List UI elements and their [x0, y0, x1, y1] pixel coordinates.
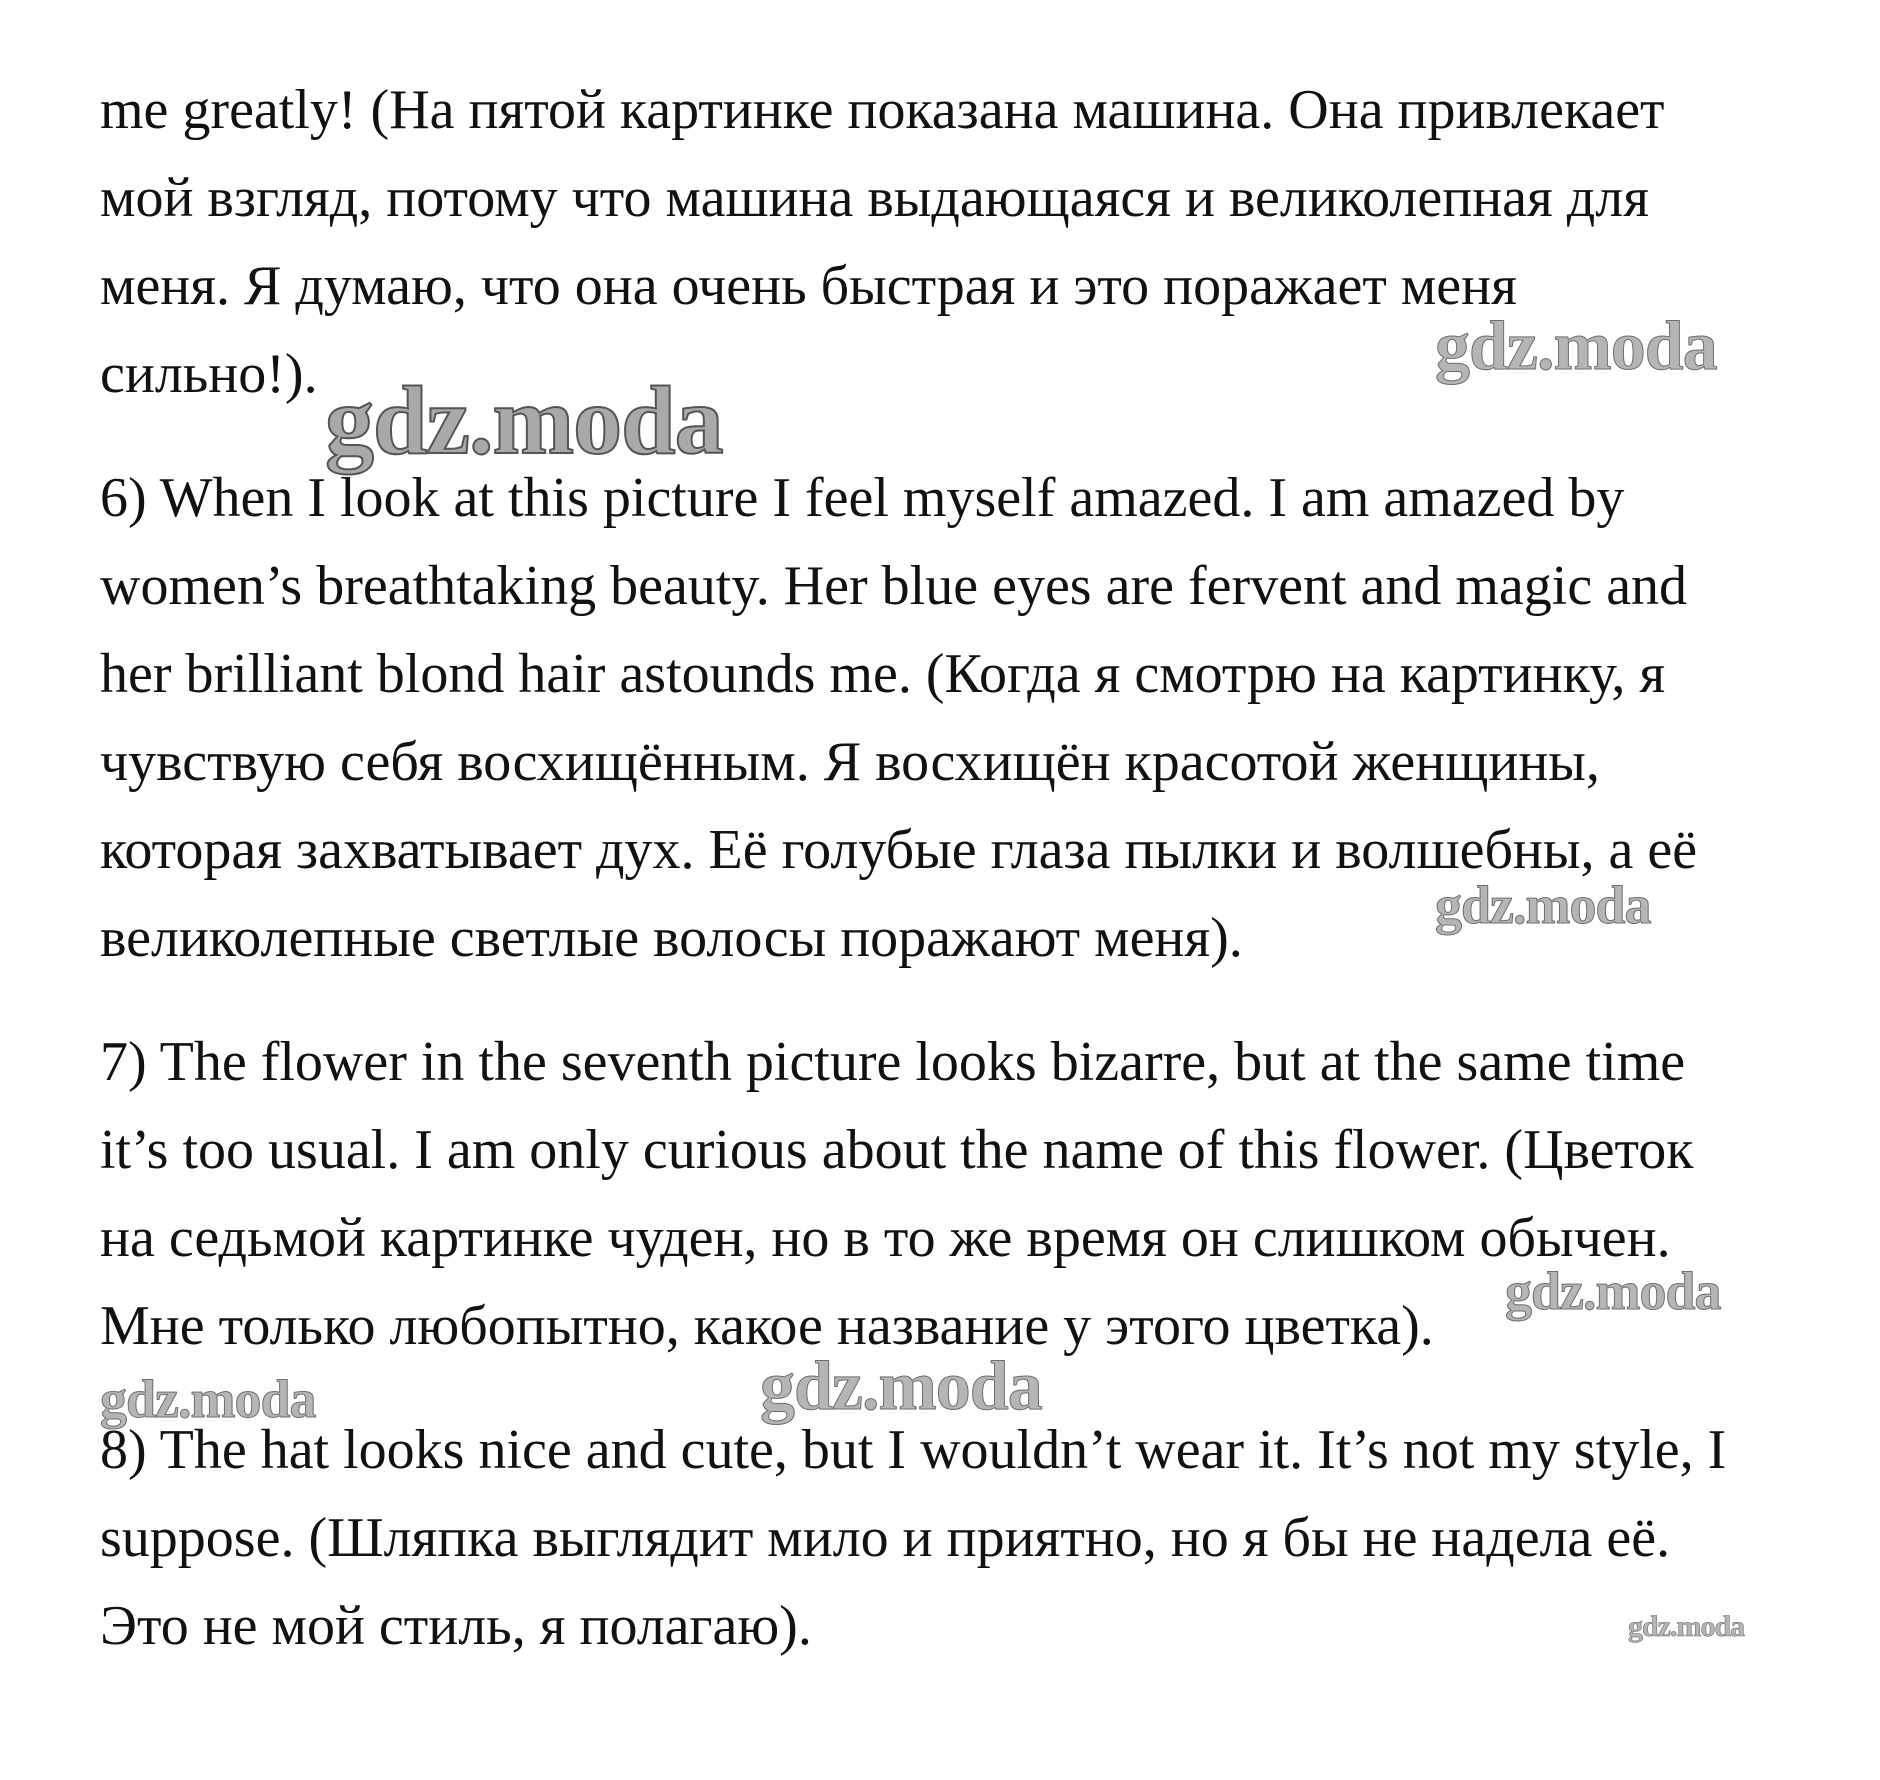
text-line: 6) When I look at this picture I feel myself amazed. I am amazed by: [100, 467, 1625, 529]
text-line: 8) The hat looks nice and cute, but I wouldn’t wear it. It’s not my style, I: [100, 1419, 1727, 1481]
text-line: сильно!).: [100, 343, 318, 405]
text-line: меня. Я думаю, что она очень быстрая и это поражает меня: [100, 255, 1517, 317]
text-line: her brilliant blond hair astounds me. (Когда я смотрю на картинку, я: [100, 643, 1666, 705]
text-line: it’s too usual. I am only curious about the name of this flower. (Цветок: [100, 1119, 1694, 1181]
watermark-logo: gdz.moda: [1435, 875, 1651, 935]
watermark-logo: gdz.moda: [760, 1348, 1042, 1425]
watermark-logo: gdz.moda: [325, 367, 723, 475]
watermark-logo: gdz.moda: [1505, 1261, 1721, 1321]
text-line: Это не мой стиль, я полагаю).: [100, 1595, 812, 1657]
watermark-logo: gdz.moda: [100, 1369, 316, 1429]
text-line: women’s breathtaking beauty. Her blue eyes are fervent and magic and: [100, 555, 1688, 617]
text-line: которая захватывает дух. Её голубые глаза пылки и волшебны, а её: [100, 819, 1698, 881]
text-line: мой взгляд, потому что машина выдающаяся и великолепная для: [100, 167, 1649, 229]
text-line: me greatly! (На пятой картинке показана машина. Она привлекает: [100, 79, 1665, 141]
text-line: Мне только любопытно, какое название у этого цветка).: [100, 1295, 1434, 1357]
text-line: чувствую себя восхищённым. Я восхищён красотой женщины,: [100, 731, 1600, 793]
watermark-logo: gdz.moda: [1435, 308, 1717, 385]
watermark-logo: gdz.moda: [1628, 1610, 1745, 1643]
text-line: 7) The flower in the seventh picture looks bizarre, but at the same time: [100, 1031, 1686, 1093]
text-line: suppose. (Шляпка выглядит мило и приятно, но я бы не надела её.: [100, 1507, 1671, 1569]
text-line: великолепные светлые волосы поражают меня).: [100, 907, 1243, 969]
text-line: на седьмой картинке чуден, но в то же время он слишком обычен.: [100, 1207, 1671, 1269]
